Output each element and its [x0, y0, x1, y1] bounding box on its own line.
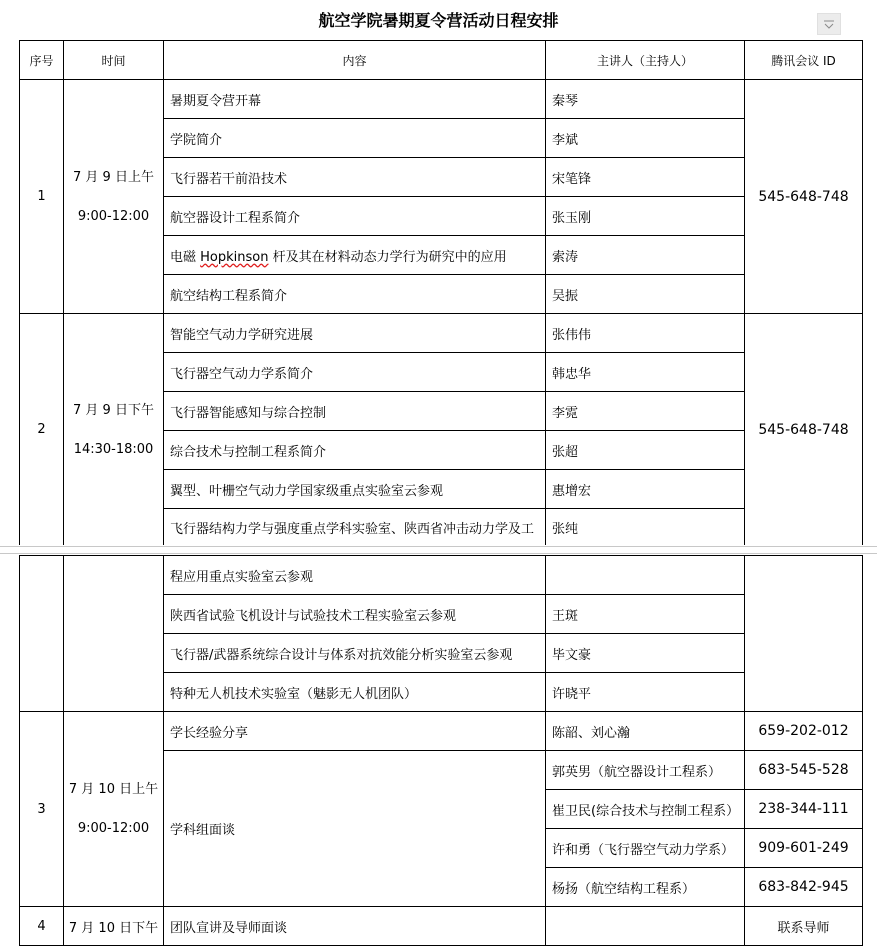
- host-cell: 郭英男（航空器设计工程系）: [546, 751, 745, 790]
- table-row: [20, 80, 863, 119]
- meeting-id-cell: 909-601-249: [745, 829, 863, 868]
- content-cell: 飞行器空气动力学系简介: [164, 353, 546, 392]
- content-cell: 综合技术与控制工程系简介: [164, 431, 546, 470]
- host-cell: 宋笔锋: [546, 158, 745, 197]
- meeting-id-cell: 545-648-748: [745, 314, 863, 546]
- content-cell: [164, 236, 546, 275]
- session-hours: 14:30-18:00: [73, 441, 154, 457]
- host-cell: 陈韶、刘心瀚: [546, 712, 745, 751]
- content-cell: 飞行器智能感知与综合控制: [164, 392, 546, 431]
- header-meeting-id: 腾讯会议 ID: [745, 41, 863, 80]
- host-cell: [546, 907, 745, 946]
- host-cell: 李斌: [546, 119, 745, 158]
- session-hours: 9:00-12:00: [77, 208, 150, 224]
- table-row: [20, 556, 863, 595]
- meeting-id-cell: 238-344-111: [745, 790, 863, 829]
- page-title: 航空学院暑期夏令营活动日程安排: [318, 11, 559, 30]
- host-cell: 王斑: [546, 595, 745, 634]
- content-cell: 飞行器/武器系统综合设计与体系对抗效能分析实验室云参观: [164, 634, 546, 673]
- meeting-id-cell: 545-648-748: [745, 80, 863, 314]
- content-cell: 飞行器结构力学与强度重点学科实验室、陕西省冲击动力学及工: [164, 509, 546, 546]
- table-row: [20, 907, 863, 946]
- schedule-table-page1: [19, 40, 863, 546]
- content-cell: 团队宣讲及导师面谈: [164, 907, 546, 946]
- session-time: [64, 712, 164, 907]
- table-row: [20, 314, 863, 353]
- header-host: 主讲人（主持人）: [546, 41, 745, 80]
- session-date: 7 月 9 日上午: [73, 169, 154, 185]
- host-cell: 惠增宏: [546, 470, 745, 509]
- content-cell: 飞行器若干前沿技术: [164, 158, 546, 197]
- host-cell: 张超: [546, 431, 745, 470]
- session-time: [64, 314, 164, 546]
- session-date: 7 月 10 日上午: [68, 782, 159, 797]
- content-cell: 航空器设计工程系简介: [164, 197, 546, 236]
- header-row: [20, 41, 863, 80]
- session-number: 4: [20, 907, 64, 946]
- header-time: 时间: [64, 41, 164, 80]
- spellcheck-word: Hopkinson: [200, 249, 269, 265]
- content-text: 杆及其在材料动态力学行为研究中的应用: [268, 249, 507, 265]
- content-cell: 学长经验分享: [164, 712, 546, 751]
- content-cell: 学科组面谈: [164, 751, 546, 907]
- header-content: 内容: [164, 41, 546, 80]
- session-number: 1: [20, 80, 64, 314]
- page-break-line: [0, 553, 877, 554]
- host-cell: [546, 556, 745, 595]
- content-cell: 航空结构工程系简介: [164, 275, 546, 314]
- header-no: 序号: [20, 41, 64, 80]
- content-cell: 程应用重点实验室云参观: [164, 556, 546, 595]
- session-date: 7 月 10 日下午: [64, 907, 164, 946]
- session-time-continued: [64, 556, 164, 712]
- session-time: [64, 80, 164, 314]
- content-text: 电磁: [170, 249, 201, 265]
- meeting-id-cell: 683-545-528: [745, 751, 863, 790]
- meeting-id-continued: [745, 556, 863, 712]
- collapse-icon: [822, 18, 836, 30]
- host-cell: 许和勇（飞行器空气动力学系）: [546, 829, 745, 868]
- page-break: [0, 545, 877, 555]
- meeting-id-cell: 659-202-012: [745, 712, 863, 751]
- content-cell: 暑期夏令营开幕: [164, 80, 546, 119]
- host-cell: 李霓: [546, 392, 745, 431]
- host-cell: 秦琴: [546, 80, 745, 119]
- page-break-line: [0, 546, 877, 547]
- host-cell: 杨扬（航空结构工程系）: [546, 868, 745, 907]
- host-cell: 韩忠华: [546, 353, 745, 392]
- table-row: [20, 712, 863, 751]
- host-cell: 许晓平: [546, 673, 745, 712]
- content-cell: 翼型、叶栅空气动力学国家级重点实验室云参观: [164, 470, 546, 509]
- meeting-id-cell: 联系导师: [745, 907, 863, 946]
- content-cell: 智能空气动力学研究进展: [164, 314, 546, 353]
- host-cell: 张玉刚: [546, 197, 745, 236]
- host-cell: 崔卫民(综合技术与控制工程系）: [546, 790, 745, 829]
- content-cell: 特种无人机技术实验室（魅影无人机团队）: [164, 673, 546, 712]
- session-date: 7 月 9 日下午: [73, 402, 154, 418]
- host-cell: 吴振: [546, 275, 745, 314]
- session-number: 3: [20, 712, 64, 907]
- session-number: 2: [20, 314, 64, 546]
- meeting-id-cell: 683-842-945: [745, 868, 863, 907]
- collapse-button[interactable]: [817, 13, 841, 35]
- session-hours: 9:00-12:00: [77, 821, 150, 836]
- host-cell: 毕文豪: [546, 634, 745, 673]
- session-number-continued: [20, 556, 64, 712]
- schedule-table-page2: [19, 555, 863, 946]
- content-cell: 学院简介: [164, 119, 546, 158]
- host-cell: 索涛: [546, 236, 745, 275]
- host-cell: 张伟伟: [546, 314, 745, 353]
- host-cell: 张纯: [546, 509, 745, 546]
- content-cell: 陕西省试验飞机设计与试验技术工程实验室云参观: [164, 595, 546, 634]
